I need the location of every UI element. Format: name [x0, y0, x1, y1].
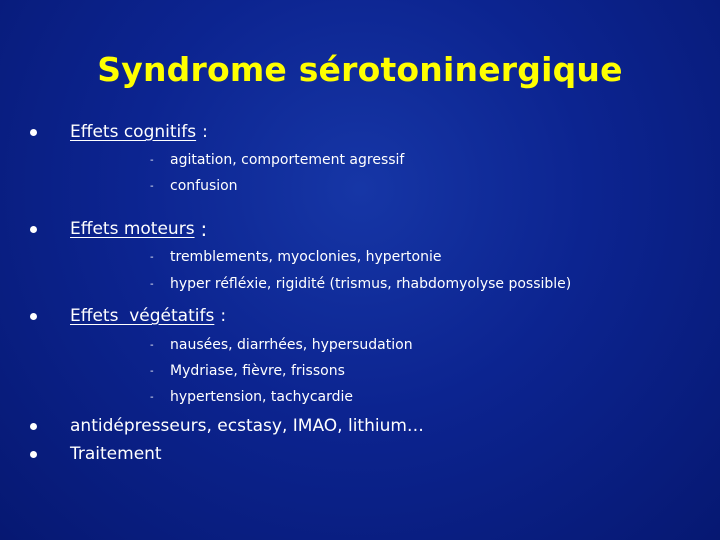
bullet-dot-icon [30, 451, 37, 458]
sub-item-text: agitation, comportement agressif [170, 152, 405, 168]
sub-item [150, 178, 238, 194]
sub-item [150, 389, 353, 405]
section-colon: : [202, 122, 208, 142]
sub-item-text: tremblements, myoclonies, hypertonie [170, 249, 442, 265]
bullet-text: Traitement [70, 444, 162, 464]
bullet-effets-moteurs [30, 217, 207, 241]
bullet-text: antidépresseurs, ecstasy, IMAO, lithium… [70, 416, 424, 436]
slide-title: Syndrome sérotoninergique [97, 50, 623, 89]
sub-item-text: hyper réfléxie, rigidité (trismus, rhabdomyolyse possible) [170, 276, 572, 292]
bullet-medicaments [30, 416, 424, 436]
dash-marker: - [150, 278, 154, 290]
bullet-traitement [30, 444, 162, 464]
bullet-dot-icon [30, 313, 37, 320]
bullet-effets-vegetatifs [30, 306, 226, 326]
sub-item [150, 363, 345, 379]
section-heading: Effets moteurs [70, 219, 195, 239]
dash-marker: - [150, 180, 154, 192]
bullet-dot-icon [30, 423, 37, 430]
dash-marker: - [150, 154, 154, 166]
sub-item [150, 337, 413, 353]
section-heading: Effets cognitifs [70, 122, 197, 142]
dash-marker: - [150, 391, 154, 403]
sub-item [150, 249, 441, 265]
sub-item-text: nausées, diarrhées, hypersudation [170, 337, 413, 353]
section-colon: : [220, 306, 227, 326]
sub-item [150, 276, 571, 292]
bullet-dot-icon [30, 226, 37, 233]
section-colon: : [200, 217, 208, 241]
dash-marker: - [150, 339, 154, 351]
sub-item-text: confusion [170, 178, 238, 194]
bullet-effets-cognitifs [30, 122, 208, 142]
sub-item [150, 152, 404, 168]
sub-item-text: hypertension, tachycardie [170, 389, 354, 405]
section-heading: Effets végétatifs [70, 306, 215, 326]
dash-marker: - [150, 365, 154, 377]
sub-item-text: Mydriase, fièvre, frissons [170, 363, 345, 379]
bullet-dot-icon [30, 129, 37, 136]
dash-marker: - [150, 251, 154, 263]
